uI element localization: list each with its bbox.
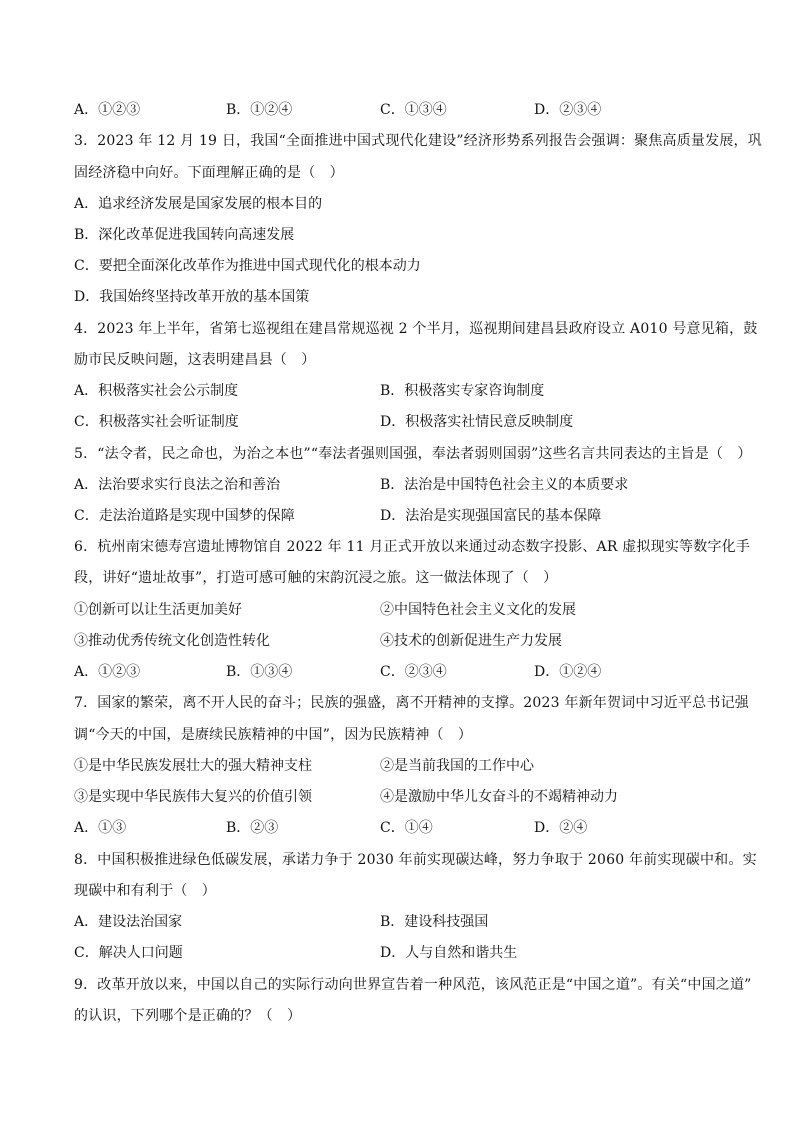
q3-stem-line1: 3．2023 年 12 月 19 日，我国“全面推进中国式现代化建设”经济形势系列报告会强调：聚焦高质量发展，巩 (74, 133, 762, 149)
q8-option-a: A．建设法治国家 (74, 914, 183, 930)
q3-option-d: D．我国始终坚持改革开放的基本国策 (74, 289, 310, 305)
q4-stem-line1: 4．2023 年上半年，省第七巡视组在建昌常规巡视 2 个半月，巡视期间建昌县政府设立 A010 号意见箱，鼓 (74, 321, 758, 337)
q8-stem-line1: 8．中国积极推进绿色低碳发展，承诺力争于 2030 年前实现碳达峰，努力争取于 2060 年前实现碳中和。实 (74, 852, 757, 868)
q6-statement-4: ④技术的创新促进生产力发展 (380, 633, 562, 649)
q6-stem-line2: 段，讲好“遗址故事”，打造可感可触的宋韵沉浸之旅。这一做法体现了（ ） (74, 570, 558, 586)
q4-stem-line2: 励市民反映问题，这表明建昌县（ ） (74, 352, 316, 368)
q3-option-b: B．深化改革促进我国转向高速发展 (74, 227, 295, 243)
q8-stem-line2: 现碳中和有利于（ ） (74, 883, 216, 899)
q3-stem-line2: 固经济稳中向好。下面理解正确的是（ ） (74, 165, 344, 181)
q2-option-c: C．①③④ (380, 102, 447, 118)
q5-option-b: B．法治是中国特色社会主义的本质要求 (380, 477, 629, 493)
q6-statement-2: ②中国特色社会主义文化的发展 (380, 602, 576, 618)
q6-stem-line1: 6．杭州南宋德寿宫遗址博物馆自 2022 年 11 月正式开放以来通过动态数字投影、AR 虚拟现实等数字化手 (74, 539, 751, 555)
q6-statement-1: ①创新可以让生活更加美好 (74, 602, 242, 618)
q6-option-a: A．①②③ (74, 664, 141, 680)
q7-statement-4: ④是激励中华儿女奋斗的不竭精神动力 (380, 789, 618, 805)
q4-option-d: D．积极落实社情民意反映制度 (380, 414, 574, 430)
q8-option-c: C．解决人口问题 (74, 945, 183, 961)
q4-option-a: A．积极落实社会公示制度 (74, 383, 239, 399)
q7-stem-line1: 7．国家的繁荣，离不开人民的奋斗；民族的强盛，离不开精神的支撑。2023 年新年贺词中习近平总书记强 (74, 695, 749, 711)
q4-option-b: B．积极落实专家咨询制度 (380, 383, 545, 399)
q6-option-b: B．①③④ (226, 664, 293, 680)
q8-option-b: B．建设科技强国 (380, 914, 489, 930)
q7-option-b: B．②③ (226, 820, 279, 836)
q7-statement-2: ②是当前我国的工作中心 (380, 758, 534, 774)
q7-statement-3: ③是实现中华民族伟大复兴的价值引领 (74, 789, 312, 805)
q5-option-d: D．法治是实现强国富民的基本保障 (380, 508, 602, 524)
q3-option-c: C．要把全面深化改革作为推进中国式现代化的根本动力 (74, 258, 421, 274)
q5-stem-line1: 5．“法令者，民之命也，为治之本也”“奉法者强则国强，奉法者弱则国弱”这些名言共同表达的主旨是（ ） (74, 446, 752, 462)
q7-option-c: C．①④ (380, 820, 433, 836)
q5-option-c: C．走法治道路是实现中国梦的保障 (74, 508, 295, 524)
q9-stem-line1: 9．改革开放以来，中国以自己的实际行动向世界宣告着一种风范，该风范正是“中国之道”。有关“中国之道” (74, 977, 752, 993)
q9-stem-line2: 的认识，下列哪个是正确的？（ ） (74, 1008, 302, 1024)
q7-option-d: D．②④ (534, 820, 588, 836)
q6-option-c: C．②③④ (380, 664, 447, 680)
q7-statement-1: ①是中华民族发展壮大的强大精神支柱 (74, 758, 312, 774)
q6-statement-3: ③推动优秀传统文化创造性转化 (74, 633, 270, 649)
q7-option-a: A．①③ (74, 820, 127, 836)
q2-option-a: A．①②③ (74, 102, 141, 118)
q3-option-a: A．追求经济发展是国家发展的根本目的 (74, 196, 323, 212)
q7-stem-line2: 调“今天的中国，是赓续民族精神的中国”，因为民族精神（ ） (74, 727, 473, 743)
q4-option-c: C．积极落实社会听证制度 (74, 414, 239, 430)
q8-option-d: D．人与自然和谐共生 (380, 945, 518, 961)
q2-option-b: B．①②④ (226, 102, 293, 118)
q2-option-d: D．②③④ (534, 102, 602, 118)
q6-option-d: D．①②④ (534, 664, 602, 680)
q5-option-a: A．法治要求实行良法之治和善治 (74, 477, 281, 493)
